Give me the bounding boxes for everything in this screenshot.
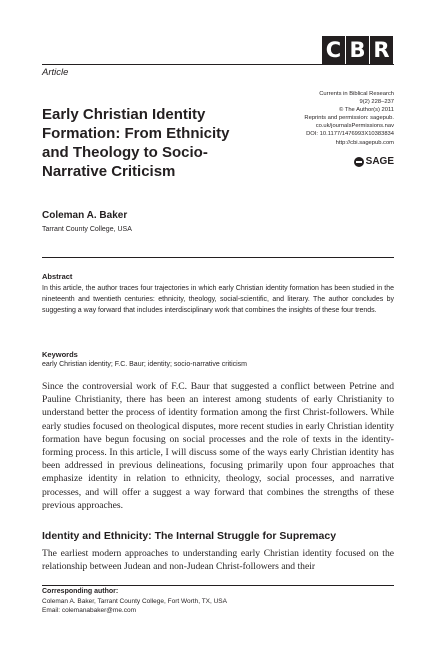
article-title: Early Christian Identity Formation: From Ethnicity and Theology to Socio-Narrative Criticism (42, 106, 230, 180)
section-heading: Identity and Ethnicity: The Internal Struggle for Supremacy (42, 530, 337, 542)
meta-journal: Currents in Biblical Research (319, 91, 394, 97)
logo-letter-c: C (322, 36, 346, 64)
correspondence-address: Coleman A. Baker, Tarrant County College, Fort Worth, TX, USA (42, 598, 227, 605)
keywords-heading: Keywords (42, 350, 78, 359)
abstract-heading: Abstract (42, 272, 73, 281)
section-paragraph: The earliest modern approaches to understanding early Christian identity focused on the relationship between Judean and non-Judean Christ-followers and their (42, 548, 394, 573)
meta-volume: 9(2) 228–237 (359, 99, 394, 106)
footnote-rule (42, 585, 394, 586)
article-type-label: Article (42, 67, 69, 78)
meta-copyright: © The Author(s) 2011 (339, 107, 394, 114)
meta-doi: DOI: 10.1177/1476993X10383834 (306, 131, 394, 138)
meta-reprints: Reprints and permission: sagepub. (304, 115, 394, 122)
journal-logo (322, 36, 393, 64)
header-rule (42, 64, 394, 65)
publisher-name: SAGE (365, 156, 394, 167)
intro-paragraph: Since the controversial work of F.C. Baur that suggested a conflict between Petrine and Pauline Christianity, there has been an interest among students of early Christianity to understand better the process of identity formation among the first Christ-followers. While early studies focused on theological disputes, more recent studies in early Christian identity formation have begun focusing on social processes and the role of texts in the identity-forming process. In this article, I will discuss some of the ways early Christian identity has been addressed in previous delineations, focusing primarily upon four approaches that emphasize identity in relation to ethnicity, theology, social processes, and narrative processes, and will offer a suggest a way forward that combines the strengths of these previous approaches. (42, 381, 394, 511)
abstract-top-rule (42, 257, 394, 258)
author-affiliation: Tarrant County College, USA (42, 226, 132, 233)
meta-journal-url: http://cbi.sagepub.com (335, 139, 394, 146)
correspondence-heading: Corresponding author: (42, 588, 119, 595)
correspondence-email: Email: colemanabaker@me.com (42, 607, 137, 614)
keywords-text: early Christian identity; F.C. Baur; identity; socio-narrative criticism (42, 361, 248, 368)
publication-metadata (264, 90, 394, 147)
logo-letter-r: R (373, 38, 390, 62)
publisher-logo (354, 156, 394, 167)
sage-mark-icon (354, 157, 364, 167)
logo-letter-b: B (346, 36, 370, 64)
abstract-text: In this article, the author traces four trajectories in which early Christian identity formation has been studied in the nineteenth and twentieth centuries: ethnicity, theology, social-scientific, and literary. The author concludes by suggesting a way forward that includes interdisciplinary work that combines the insights of these four trends. (42, 285, 394, 315)
meta-permissions-url: co.uk/journalsPermissions.nav (315, 123, 394, 130)
author-name: Coleman A. Baker (42, 210, 128, 221)
